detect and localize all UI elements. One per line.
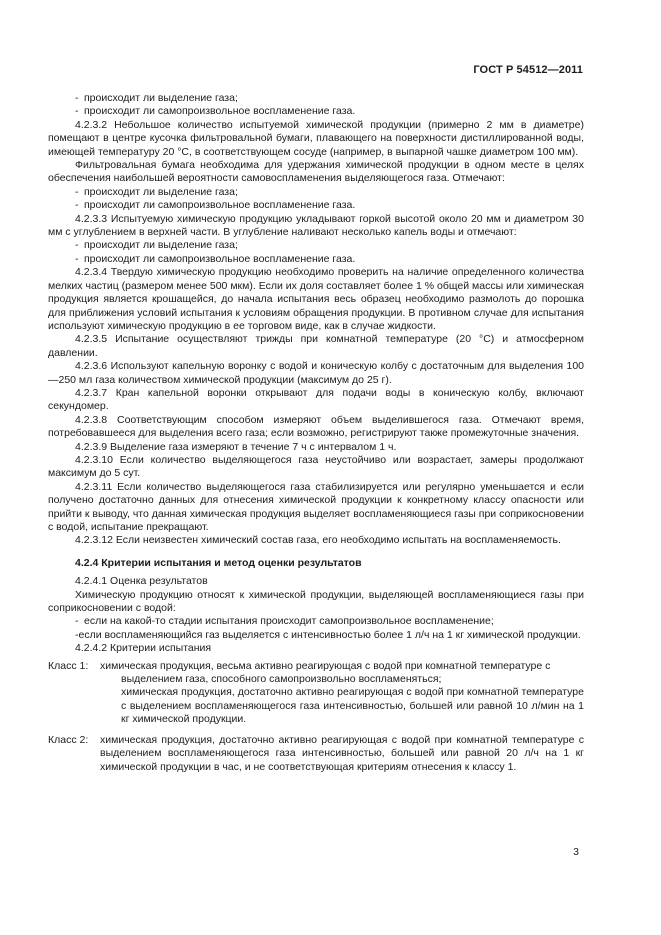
paragraph-4-2-3-2: 4.2.3.2 Небольшое количество испытуемой химической продукции (примерно 2 мм в диаметре) помещают в центре кусочка фильтровальной бумаги, плавающего на поверхности дистиллированной воды, имеющей температуру 20 °С, в соответствующем сосуде (например, в выпарной чашке диаметром 100 мм). [48,118,584,158]
paragraph-4-2-3-4: 4.2.3.4 Твердую химическую продукцию необходимо проверить на наличие определенного количества мелких частиц (размером менее 500 мкм). Если их доля составляет более 1 % общей массы или химическая продукция является крошащейся, до начала испытания весь образец необходимо размолоть до порошка для приближения условий испытания к условиям обращения продукции. В противном случае для испытания используют химическую продукцию в ее торговом виде, как в случае жидкости. [48,266,584,332]
paragraph-4-2-4-2: 4.2.4.2 Критерии испытания [75,642,212,655]
paragraph-4-2-3-5: 4.2.3.5 Испытание осуществляют трижды при комнатной температуре (20 °С) и атмосферном давлении. [48,333,584,359]
list-item: - происходит ли самопроизвольное воспламенение газа. [75,252,356,265]
class-1-criteria [48,660,584,727]
paragraph-4-2-3-11: 4.2.3.11 Если количество выделяющегося газа стабилизируется или регулярно уменьшается и если получено достаточно данных для отнесения химической продукции к конкретному классу опасности или прийти к выводу, что данная химическая продукция выделяет воспламеняющиеся газы при соприкосновении с водой, испытание прекращают. [48,480,584,533]
class-text: выделением газа, способного самопроизвольно воспламеняться; [121,673,442,686]
list-item: - если на какой-то стадии испытания происходит самопроизвольное воспламенение; [75,615,494,628]
class-label: Класс 1: [48,659,89,672]
paragraph-filter-paper: Фильтровальная бумага необходима для удержания химической продукции в одном месте в целях обеспечения наибольшей вероятности самовоспламенения выделяющегося газа. Отмечают: [48,159,584,185]
list-item: - происходит ли самопроизвольное воспламенение газа. [75,199,356,212]
list-item: -если воспламеняющийся газ выделяется с интенсивностью более 1 л/ч на 1 кг химической продукции. [75,628,581,641]
paragraph-4-2-3-8: 4.2.3.8 Соответствующим способом измеряют объем выделившегося газа. Отмечают время, потребовавшееся для выделения всего газа; если возможно, регистрируют также промежуточные значения. [48,413,584,440]
page-number: 3 [573,846,579,858]
document-id: ГОСТ Р 54512—2011 [473,64,583,76]
paragraph-4-2-3-10: 4.2.3.10 Если количество выделяющегося газа неустойчиво или возрастает, замеры продолжают максимум до 5 сут. [48,453,584,480]
paragraph-4-2-3-9: 4.2.3.9 Выделение газа измеряют в течение 7 ч с интервалом 1 ч. [75,440,397,453]
paragraph-4-2-3-3: 4.2.3.3 Испытуемую химическую продукцию укладывают горкой высотой около 20 мм и диаметром 30 мм с углублением в верхней части. В углубление наливают несколько капель воды и отмечают: [48,212,584,239]
class-text: химическая продукция, весьма активно реагирующая с водой при комнатной температуре с [100,659,551,672]
class-text: химическая продукция, достаточно активно реагирующая с водой при комнатной температуре с выделением воспламеняющегося газа интенсивностью, большей или равной 20 л/ч на 1 кг химической продукции в час, и не соответствующая критериям отнесения к классу 1. [100,733,584,773]
list-item: - происходит ли выделение газа; [75,239,238,252]
page-body [48,92,584,774]
list-item: - происходит ли самопроизвольное воспламенение газа. [75,105,356,118]
class-2-criteria [48,734,584,774]
paragraph-4-2-3-7: 4.2.3.7 Кран капельной воронки открывают для подачи воды в коническую колбу, включают секундомер. [48,386,584,413]
paragraph-4-2-4-1: 4.2.4.1 Оценка результатов [75,575,208,588]
class-label: Класс 2: [48,733,89,746]
section-heading-4-2-4: 4.2.4 Критерии испытания и метод оценки результатов [75,556,362,569]
list-item: - происходит ли выделение газа; [75,185,238,198]
paragraph-4-2-3-6: 4.2.3.6 Используют капельную воронку с водой и коническую колбу с достаточным для выделения 100—250 мл газа количеством химической продукции (максимум до 25 г). [48,360,584,386]
class-text: химическая продукция, достаточно активно реагирующая с водой при комнатной температуре с выделением воспламеняющегося газа интенсивностью, большей или равной 10 л/мин на 1 кг химической продукции. [121,686,584,726]
list-item: - происходит ли выделение газа; [75,92,238,104]
paragraph-classification: Химическую продукцию относят к химической продукции, выделяющей воспламеняющиеся газы при соприкосновении с водой: [48,588,584,615]
paragraph-4-2-3-12: 4.2.3.12 Если неизвестен химический состав газа, его необходимо испытать на воспламеняемость. [75,534,561,547]
